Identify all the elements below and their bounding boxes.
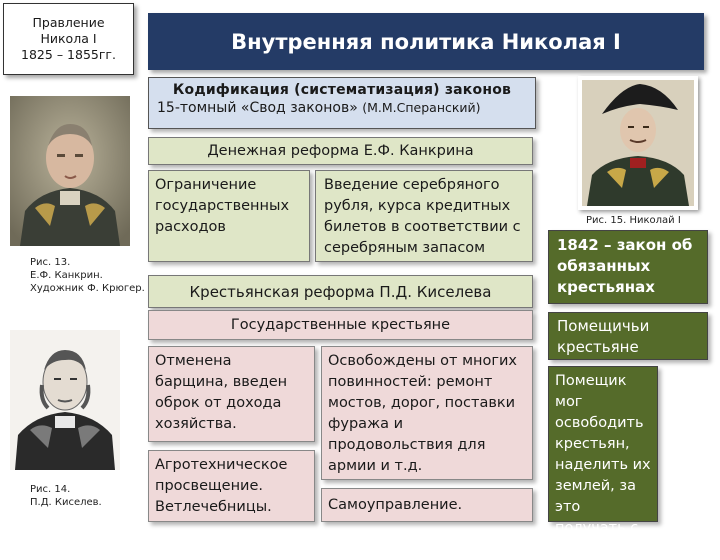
state-peasants-right-top [321,346,533,480]
slide-title-text: Внутренняя политика Николая I [231,29,621,54]
kiselev-caption-2: П.Д. Киселев. [30,497,102,508]
landlord-peasants-detail-text: Помещик мог освободить крестьян, наделить их землей, за это получать с них оброк. [555,373,651,557]
kiselev-portrait [10,330,120,470]
kankrin-portrait [10,96,130,246]
peasant-reform-title: Крестьянская реформа П.Д. Киселева [189,282,492,301]
kankrin-caption-3: Художник Ф. Крюгер. [30,283,145,294]
nicholas-portrait [578,76,698,210]
monetary-reform-heading [148,137,533,165]
kankrin-portrait-image [10,96,130,246]
state-peasants-left-top [148,346,315,442]
codification-heading: Кодификация (систематизация) законов [172,82,512,98]
reign-line-2: Никола I [40,31,97,46]
state-peasants-heading [148,310,533,340]
landlord-peasants-heading [548,312,708,360]
slide-title [148,13,704,70]
state-peasants-right-bottom [321,488,533,522]
reign-label [3,3,134,75]
reign-line-1: Правление [32,15,105,30]
kankrin-caption [30,256,148,295]
obligated-peasants-law [548,230,708,304]
state-peasants-title: Государственные крестьяне [230,317,451,333]
obligated-peasants-text: 1842 – закон об обязанных крестьянах [557,236,693,296]
codification-box [148,77,536,129]
codification-detail [157,100,527,116]
state-peasants-corvee-text: Отменена барщина, введен оброк от дохода хозяйства. [155,353,288,432]
peasant-reform-heading [148,275,533,308]
kiselev-caption [30,483,120,509]
codification-author: (М.М.Сперанский) [362,100,481,115]
state-peasants-left-bottom [148,450,315,522]
landlord-peasants-title: Помещичьи крестьяне [557,317,650,356]
nicholas-portrait-image [582,80,694,206]
monetary-reform-left [148,170,310,262]
state-peasants-education-text: Агротехническое просвещение. Ветлечебницы. [155,457,288,515]
monetary-reform-title: Денежная реформа Е.Ф. Канкрина [207,143,474,159]
kankrin-caption-1: Рис. 13. [30,257,71,268]
nicholas-caption: Рис. 15. Николай I [586,215,681,226]
state-peasants-duties-text: Освобождены от многих повинностей: ремонт мостов, дорог, поставки фуража и продовольствия для армии и т.д. [328,353,518,474]
state-peasants-selfgov-text: Самоуправление. [328,497,463,513]
monetary-right-text: Введение серебряного рубля, курса кредитных билетов в соответствии с серебряным запасом [324,177,521,256]
kiselev-portrait-image [10,330,120,470]
codification-code: 15-томный «Свод законов» [157,100,358,116]
landlord-peasants-detail [548,366,658,557]
monetary-left-text: Ограничение государственных расходов [155,177,290,235]
reign-line-3: 1825 – 1855гг. [21,47,116,62]
kankrin-caption-2: Е.Ф. Канкрин. [30,270,103,281]
monetary-reform-right [315,170,533,262]
kiselev-caption-1: Рис. 14. [30,484,71,495]
